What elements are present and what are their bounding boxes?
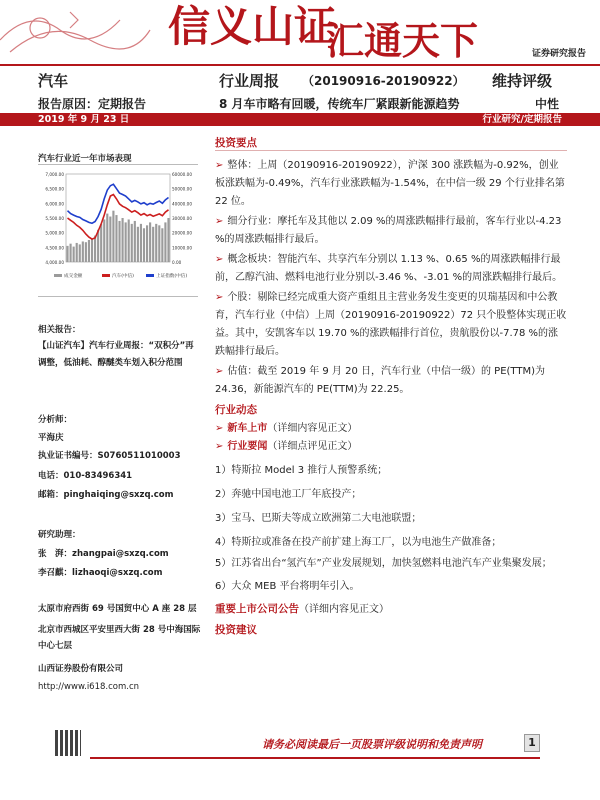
- legend-label: 汽车(中信): [112, 274, 134, 279]
- left-tick-label: 5,500.00: [45, 216, 64, 221]
- analyst-email[interactable]: 邮箱：pinghaiqing@sxzq.com: [38, 490, 174, 500]
- market-performance-chart: [38, 168, 198, 288]
- volume-bar: [118, 221, 120, 262]
- volume-bar: [76, 243, 78, 262]
- news-industry[interactable]: ➢ 行业要闻（详细点评见正文）: [215, 441, 358, 452]
- volume-bar: [131, 224, 133, 262]
- announce-note: （详细内容见正文）: [299, 604, 389, 615]
- report-category: 行业研究/定期报告: [482, 114, 562, 125]
- volume-bar: [82, 241, 84, 262]
- new-cars-label: 新车上市: [227, 423, 268, 434]
- related-report[interactable]: 【山证汽车】汽车行业周报：“双积分”再调整，低油耗、醇醚类车划入积分范围: [38, 341, 194, 368]
- news-item: 3）宝马、巴斯夫等成立欧洲第二大电池联盟；: [215, 513, 422, 524]
- address-1: 太原市府西街 69 号国贸中心 A 座 28 层: [38, 604, 197, 614]
- left-tick-label: 6,000.00: [45, 201, 64, 207]
- announce-title: 重要上市公司公告: [215, 603, 299, 615]
- header-banner: [0, 0, 600, 62]
- volume-bar: [134, 221, 136, 262]
- bullet-text: 整体：上周（20190916-20190922），沪深 300 涨跌幅为-0.92%，创业板涨跌幅为-0.49%，汽车行业涨跌幅为-1.54%，在中信一级 29 个行业排名第 22 位。: [215, 160, 565, 207]
- left-tick-label: 7,000.00: [45, 172, 64, 177]
- assistant-label: 研究助理：: [38, 530, 81, 540]
- qr-code: [55, 730, 81, 756]
- slogan-right: 汇通天下: [326, 18, 479, 62]
- volume-bar: [100, 224, 102, 262]
- bullet-item: ➢ 细分行业：摩托车及其他以 2.09 %的周涨跌幅排行最前，客车行业以-4.23 %的周涨跌幅排行最后。: [215, 216, 562, 245]
- assistant-1[interactable]: 张 湃：zhangpai@sxzq.com: [38, 549, 169, 559]
- volume-bar: [146, 225, 148, 262]
- industry-label: 汽车: [38, 72, 69, 90]
- volume-bar: [137, 227, 139, 262]
- footer-line: [90, 757, 540, 759]
- news-title: 行业动态: [215, 404, 257, 416]
- company-website[interactable]: http://www.i618.com.cn: [38, 682, 140, 692]
- volume-bar: [66, 246, 68, 262]
- right-tick-label: 30000.00: [172, 216, 192, 221]
- news-item: 1）特斯拉 Model 3 推行人预警系统；: [215, 465, 388, 476]
- title-bar: [0, 64, 600, 94]
- volume-bar: [109, 217, 111, 262]
- volume-bar: [128, 219, 130, 262]
- analyst-license: 执业证书编号：S0760511010003: [38, 451, 181, 461]
- right-tick-label: 10000.00: [172, 245, 192, 251]
- volume-bar: [103, 219, 105, 262]
- rating-label: 维持评级: [492, 72, 553, 90]
- slogan-left: 信义山证: [168, 2, 337, 51]
- volume-bar: [125, 222, 127, 262]
- volume-bar: [115, 215, 117, 262]
- company-name: 山西证券股份有限公司: [38, 664, 124, 674]
- volume-bar: [140, 224, 142, 262]
- subtitle-row: [0, 92, 600, 112]
- chart-title: 汽车行业近一年市场表现: [38, 154, 132, 164]
- news-list: [215, 459, 567, 599]
- volume-bar: [155, 224, 157, 262]
- news-item: 5）江苏省出台“氢汽车”产业发展规划，加快氢燃料电池汽车产业集聚发展；: [215, 558, 552, 569]
- bullet-text: 估值：截至 2019 年 9 月 20 日，汽车行业（中信一级）的 PE(TTM)为 24.36，新能源汽车的 PE(TTM)为 22.25。: [215, 366, 545, 395]
- assistant-2[interactable]: 李召麒：lizhaoqi@sxzq.com: [38, 568, 163, 578]
- bullet-text: 个股：剔除已经完成重大资产重组且主营业务发生变更的贝瑞基因和中公教育，汽车行业（中信）上周（20190916-20190922）72 只个股整体实现正收益。其中，安凯客车以 19.70 %的涨跌幅排行首位，贵航股份以-7.78 %的涨跌幅排行最后。: [215, 292, 567, 357]
- bullet-item: ➢ 个股：剔除已经完成重大资产重组且主营业务发生变更的贝瑞基因和中公教育，汽车行业（中信）上周（20190916-20190922）72 只个股整体实现正收益。其中，安凯客车以 19.70 %的涨跌幅排行首位，贵航股份以-7.78 %的涨跌幅排行最后。: [215, 292, 567, 357]
- right-tick-label: 50000.00: [172, 186, 192, 192]
- report-tag: 证券研究报告: [531, 49, 586, 59]
- report-date: 2019 年 9 月 23 日: [38, 114, 130, 125]
- legend-swatch: [102, 274, 110, 277]
- legend-label: 上证指数(中信): [156, 274, 188, 279]
- address-2: 北京市西城区平安里西大街 28 号中海国际中心七层: [38, 625, 201, 651]
- volume-bar: [161, 228, 163, 262]
- volume-bar: [88, 240, 90, 262]
- volume-bar: [164, 222, 166, 262]
- left-tick-label: 4,500.00: [45, 245, 64, 251]
- volume-bar: [167, 218, 169, 262]
- volume-bar: [143, 228, 145, 262]
- rating-value: 中性: [535, 97, 560, 111]
- page-number: 1: [524, 734, 540, 752]
- left-tick-label: 4,000.00: [45, 260, 64, 265]
- volume-bar: [112, 211, 114, 262]
- report-period: （20190916-20190922）: [302, 74, 465, 88]
- volume-bar: [152, 227, 154, 262]
- volume-bar: [149, 222, 151, 262]
- bullet-item: ➢ 概念板块：智能汽车、共享汽车分别以 1.13 %、0.65 %的周涨跌幅排行最前，乙醇汽油、燃料电池行业分别以-3.46 %、-3.01 %的周涨跌幅排行最后。: [215, 254, 563, 283]
- announce-row: [215, 600, 567, 619]
- legend-swatch: [54, 274, 62, 277]
- bullet-text: 细分行业：摩托车及其他以 2.09 %的周涨跌幅排行最前，客车行业以-4.23 %的周涨跌幅排行最后。: [215, 216, 562, 245]
- left-tick-label: 5,000.00: [45, 230, 64, 236]
- right-tick-label: 60000.00: [172, 172, 192, 177]
- industry-news-note: （详细点评见正文）: [267, 441, 358, 452]
- volume-bar: [79, 244, 81, 262]
- date-bar: [0, 113, 600, 126]
- bullet-item: ➢ 估值：截至 2019 年 9 月 20 日，汽车行业（中信一级）的 PE(TTM)为 24.36，新能源汽车的 PE(TTM)为 22.25。: [215, 366, 545, 395]
- divider: [38, 164, 198, 165]
- new-cars-note: （详细内容见正文）: [267, 423, 358, 434]
- related-label: 相关报告：: [38, 325, 81, 335]
- volume-bar: [122, 218, 124, 262]
- right-tick-label: 0.00: [172, 260, 182, 265]
- news-new-cars[interactable]: ➢ 新车上市（详细内容见正文）: [215, 423, 358, 434]
- bullet-text: 概念板块：智能汽车、共享汽车分别以 1.13 %、0.65 %的周涨跌幅排行最前，乙醇汽油、燃料电池行业分别以-3.46 %、-3.01 %的周涨跌幅排行最后。: [215, 254, 563, 283]
- report-headline: 8 月车市略有回暖，传统车厂紧跟新能源趋势: [219, 97, 460, 111]
- sidebar: [38, 130, 201, 730]
- news-item: 6）大众 MEB 平台将明年引入。: [215, 581, 360, 592]
- legend-swatch: [146, 274, 154, 277]
- main-content: [215, 130, 567, 637]
- volume-bar: [158, 225, 160, 262]
- invest-title: 投资要点: [215, 137, 257, 149]
- analyst-label: 分析师：: [38, 415, 73, 425]
- volume-bar: [73, 247, 75, 262]
- news-item: 2）奔驰中国电池工厂年底投产；: [215, 489, 362, 500]
- volume-bar: [106, 214, 108, 262]
- industry-news-label: 行业要闻: [227, 441, 268, 452]
- news-item: 4）特斯拉或准备在投产前扩建上海工厂，以为电池生产做准备；: [215, 537, 502, 548]
- legend-label: 成交金额: [64, 274, 83, 279]
- left-tick-label: 6,500.00: [45, 186, 64, 192]
- right-tick-label: 40000.00: [172, 201, 192, 207]
- right-tick-label: 20000.00: [172, 230, 192, 236]
- advice-title: 投资建议: [215, 624, 257, 636]
- volume-bar: [70, 244, 72, 262]
- bullet-item: ➢ 整体：上周（20190916-20190922），沪深 300 涨跌幅为-0.92%，创业板涨跌幅为-0.49%，汽车行业涨跌幅为-1.54%，在中信一级 29 个行业排名第 22 位。: [215, 160, 565, 207]
- invest-bullets: [215, 157, 567, 399]
- footer-disclaimer[interactable]: 请务必阅读最后一页股票评级说明和免责声明: [262, 738, 482, 751]
- volume-bar: [94, 236, 96, 262]
- volume-bar: [85, 242, 87, 262]
- analyst-phone: 电话：010-83496341: [38, 471, 133, 481]
- report-reason: 报告原因：定期报告: [38, 97, 147, 111]
- divider: [215, 150, 567, 151]
- volume-bar: [91, 239, 93, 262]
- divider: [38, 296, 198, 297]
- analyst-name: 平海庆: [38, 433, 64, 443]
- report-type: 行业周报: [219, 72, 280, 90]
